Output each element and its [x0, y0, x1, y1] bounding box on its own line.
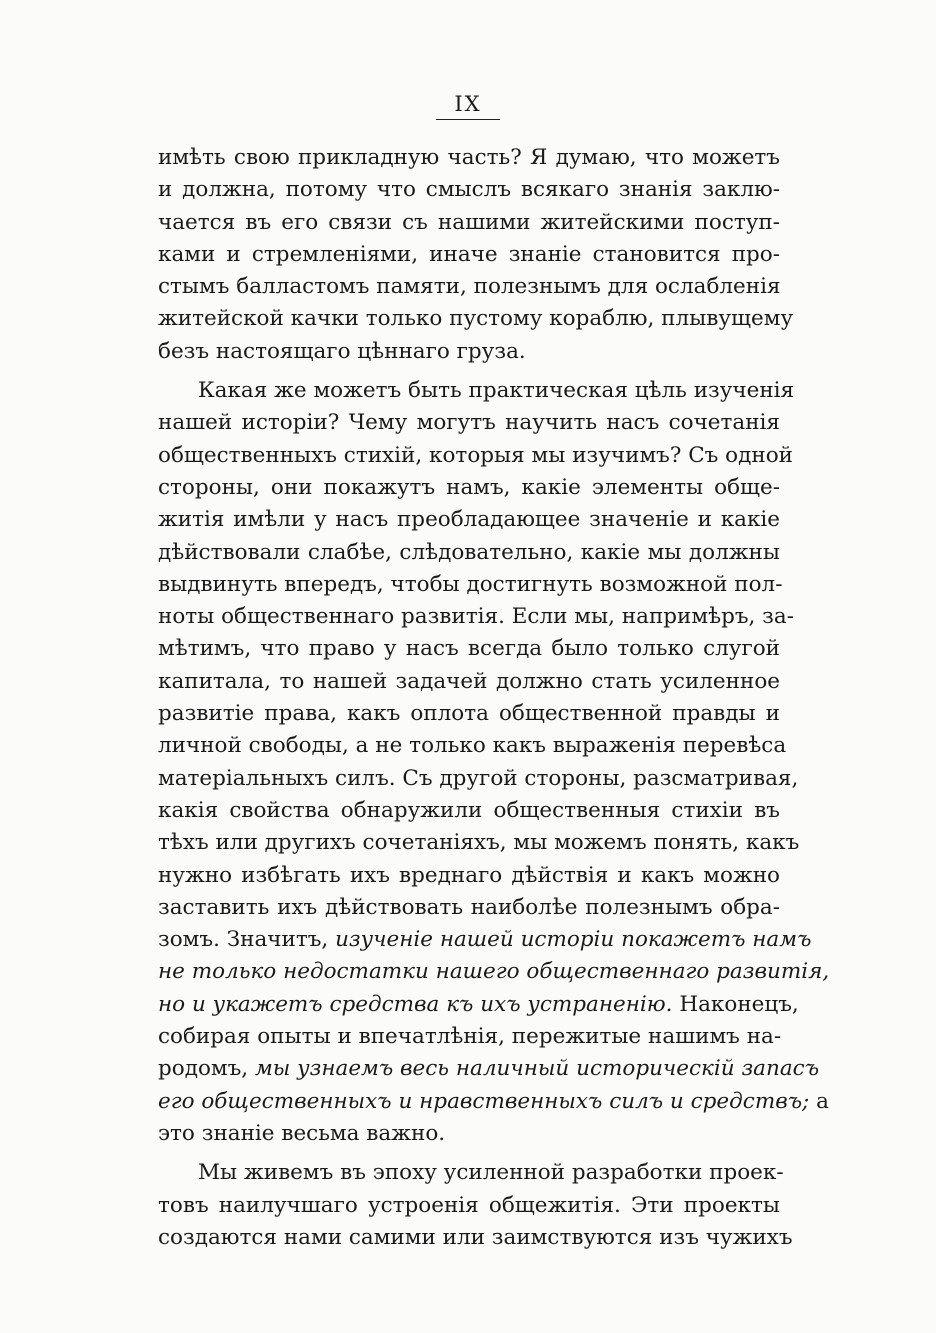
text-line: дѣйствовали слабѣе, слѣдовательно, какіе мы должны: [158, 539, 780, 565]
paragraph-2: [158, 375, 830, 1150]
paragraph-3: [158, 1157, 793, 1254]
text-line: стороны, они покажутъ намъ, какіе элементы обще-: [158, 474, 780, 500]
text-line: ками и стремленіями, иначе знаніе становится про-: [158, 241, 780, 267]
text-line: мѣтимъ, что право у насъ всегда было только слугой: [158, 636, 780, 662]
paragraph-1: [158, 142, 794, 368]
page-header: [0, 92, 936, 120]
text-line: выдвинуть впередъ, чтобы достигнуть возможной пол-: [158, 571, 783, 597]
text-line: стымъ балластомъ памяти, полезнымъ для ослабленія: [158, 274, 781, 300]
italic-run: мы узнаемъ весь наличный историческій запасъ: [254, 1056, 820, 1082]
text-line: чается въ его связи съ нашими житейскими поступ-: [158, 209, 780, 235]
text-line: ноты общественнаго развитія. Если мы, напримѣръ, за-: [158, 604, 794, 630]
italic-run: не только недостатки нашего общественнаго развитія,: [158, 959, 830, 985]
text-line: нужно избѣгать ихъ вреднаго дѣйствія и какъ можно: [158, 862, 780, 888]
text-line: капитала, то нашей задачей должно стать усиленное: [158, 668, 780, 694]
text-line: общественныхъ стихій, которыя мы изучимъ? Съ одной: [158, 442, 793, 468]
text-line: матеріальныхъ силъ. Съ другой стороны, разсматривая,: [158, 765, 799, 791]
text-run: зомъ. Значитъ,: [158, 927, 336, 953]
text-line: [158, 956, 830, 988]
text-line: [158, 1086, 829, 1118]
text-line: собирая опыты и впечатлѣнія, пережитые нашимъ на-: [158, 1024, 782, 1050]
italic-run: но и укажетъ средства къ ихъ устраненію.: [158, 991, 673, 1017]
text-line: безъ настоящаго цѣннаго груза.: [158, 338, 526, 364]
text-line: Какая же можетъ быть практическая цѣль изученія: [198, 378, 795, 404]
text-line: личной свободы, а не только какъ выраженія перевѣса: [158, 733, 787, 759]
text-line: какія свойства обнаружили общественныя стихіи въ: [158, 797, 780, 823]
body-text: [158, 142, 830, 1254]
page-number: IX: [436, 92, 499, 120]
text-line: житія имѣли у насъ преобладающее значеніе и какіе: [158, 507, 780, 533]
text-line: создаются нами самими или заимствуются изъ чужихъ: [158, 1224, 793, 1250]
text-run: а: [809, 1088, 829, 1114]
text-line: тѣхъ или другихъ сочетаніяхъ, мы можемъ понять, какъ: [158, 830, 800, 856]
text-line: [158, 989, 799, 1021]
italic-run: изученіе нашей исторіи покажетъ намъ: [335, 927, 812, 953]
text-run: родомъ,: [158, 1056, 255, 1082]
text-line: [158, 1053, 820, 1085]
text-line: это знаніе весьма важно.: [158, 1120, 446, 1146]
text-line: житейской качки только пустому кораблю, плывущему: [158, 306, 794, 332]
text-line: заставить ихъ дѣйствовать наиболѣе полезнымъ обра-: [158, 894, 780, 920]
text-line: развитіе права, какъ оплота общественной правды и: [158, 701, 780, 727]
text-line: [158, 924, 812, 956]
text-line: имѣть свою прикладную часть? Я думаю, что можетъ: [158, 145, 780, 170]
text-line: Мы живемъ въ эпоху усиленной разработки проек-: [198, 1160, 784, 1186]
italic-run: его общественныхъ и нравственныхъ силъ и средствъ;: [158, 1088, 810, 1114]
text-line: и должна, потому что смыслъ всякаго знанія заклю-: [158, 177, 780, 203]
text-line: товъ наилучшаго устроенія общежитія. Эти проекты: [158, 1192, 780, 1218]
text-run: Наконецъ,: [672, 991, 799, 1017]
text-line: нашей исторіи? Чему могутъ научить насъ сочетанія: [158, 410, 780, 436]
